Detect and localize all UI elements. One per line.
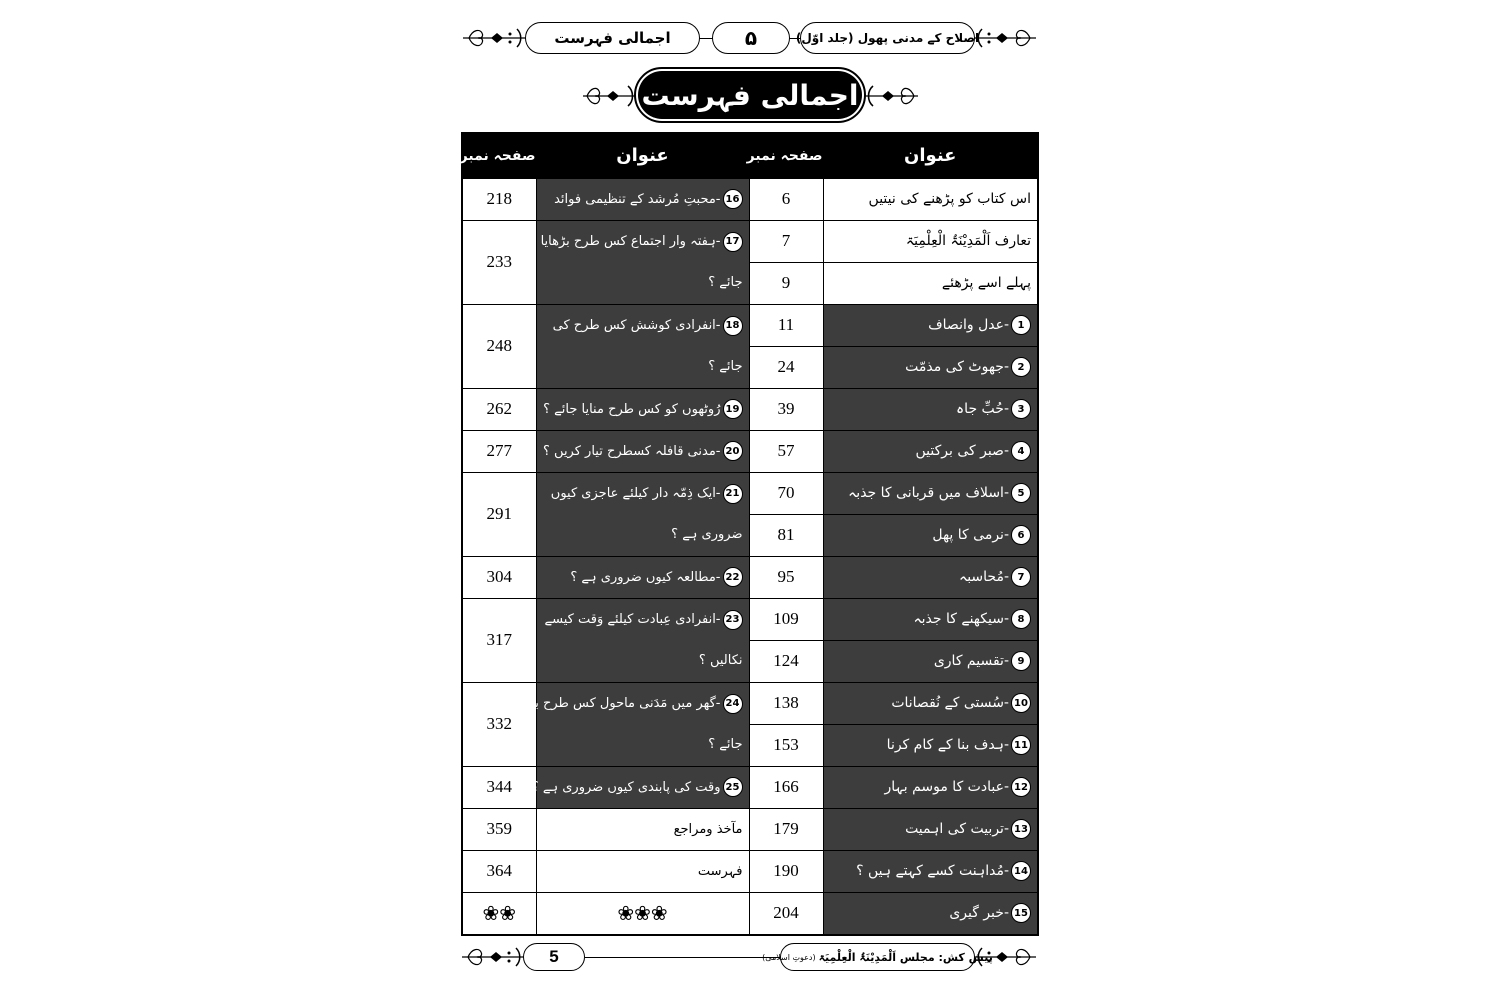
entry-number-badge: 23 [723,610,743,630]
footer-ornament-left [462,945,524,969]
toc-table [461,132,1039,936]
publisher-name: پیش کش: مجلس اَلْمَدِیْنَۃُ الْعِلْمِیَۃ [818,950,993,964]
entry-number-badge: 6 [1011,525,1031,545]
footer-rule [585,957,780,958]
table-row [462,808,1038,850]
running-section-title: اجمالی فہرست [525,22,700,54]
right-page-number: 24 [749,346,823,388]
entry-number-badge: 19 [723,399,743,419]
right-page-number: 9 [749,262,823,304]
left-entry [536,178,749,220]
left-page-number: 291 [462,472,536,556]
right-entry [823,892,1038,935]
entry-title: -اسلاف میں قربانی کا جذبہ [848,485,1009,501]
right-entry [823,304,1038,346]
entry-title: فہرست [697,863,743,879]
right-entry [823,262,1038,304]
right-page-number: 95 [749,556,823,598]
entry-number-badge: 24 [723,694,743,714]
entry-title: مآخذ ومراجع [673,821,743,837]
table-row [462,892,1038,935]
left-page-number: 233 [462,220,536,304]
right-page-number: 70 [749,472,823,514]
left-page-number: 344 [462,766,536,808]
header-title-right: عنوان [823,133,1038,178]
table-row [462,304,1038,346]
right-page-number: 138 [749,682,823,724]
left-entry [536,598,749,682]
entry-number-badge: 16 [723,189,743,209]
right-page-number: 81 [749,514,823,556]
table-row [462,682,1038,724]
left-entry [536,304,749,388]
entry-title: -مُداہنت کسے کہتے ہیں ؟ [856,863,1009,879]
running-page-number: ۵ [712,22,790,54]
left-page-number: 262 [462,388,536,430]
left-entry [536,220,749,304]
table-row [462,598,1038,640]
end-flower-marks-title-col: ❀❀❀ [536,892,749,935]
entry-title: -تقسیم کاری [933,653,1009,669]
right-entry [823,430,1038,472]
right-page-number: 204 [749,892,823,935]
entry-number-badge: 13 [1011,819,1031,839]
right-entry [823,346,1038,388]
right-entry [823,514,1038,556]
right-page-number: 153 [749,724,823,766]
right-entry [823,850,1038,892]
entry-title-continued: جائے ؟ [708,359,743,374]
right-entry [823,766,1038,808]
table-row [462,472,1038,514]
entry-number-badge: 2 [1011,357,1031,377]
entry-title: -مُحاسبہ [958,569,1009,585]
entry-title-continued: جائے ؟ [708,275,743,290]
right-entry [823,472,1038,514]
title-ornament-left [583,83,637,109]
entry-number-badge: 14 [1011,861,1031,881]
table-row [462,178,1038,220]
entry-number-badge: 18 [723,316,743,336]
publisher-subtitle: (دعوتِ اسلامی) [762,952,816,962]
entry-number-badge: 15 [1011,903,1031,923]
footer-publisher [762,943,993,971]
entry-title: -حُبِّ جاہ [955,401,1009,417]
entry-title: -مطالعہ کیوں ضروری ہے ؟ [570,569,721,585]
entry-number-badge: 22 [723,567,743,587]
right-entry [823,598,1038,640]
entry-title: تعارف اَلْمَدِیْنَۃُ الْعِلْمِیَۃ [905,233,1031,249]
right-entry [823,556,1038,598]
right-entry [823,682,1038,724]
entry-number-badge: 1 [1011,315,1031,335]
entry-title: -گھر میں مَدَنی ماحول کس طرح بنایا [519,696,721,711]
right-page-number: 7 [749,220,823,262]
running-book-title: اصلاح کے مدنی پھول (جلد اوّل) [800,22,975,54]
right-entry [823,724,1038,766]
entry-title: رُوٹھوں کو کس طرح منایا جائے ؟ [543,401,721,417]
entry-number-badge: 3 [1011,399,1031,419]
entry-title: اس کتاب کو پڑھنے کی نیتیں [868,191,1031,207]
entry-title: -سُستی کے نُقصانات [891,695,1009,711]
right-entry [823,808,1038,850]
left-page-number: 248 [462,304,536,388]
title-banner [634,67,866,123]
entry-title-continued: جائے ؟ [708,737,743,752]
entry-title: -محبتِ مُرشد کے تنظیمی فوائد [554,191,721,207]
entry-title: -ایک ذِمّہ دار کیلئے عاجزی کیوں [550,486,721,501]
right-page-number: 39 [749,388,823,430]
entry-number-badge: 9 [1011,651,1031,671]
right-entry [823,220,1038,262]
toc-header-row [462,133,1038,178]
right-page-number: 109 [749,598,823,640]
entry-number-badge: 4 [1011,441,1031,461]
table-row [462,430,1038,472]
left-page-number: 364 [462,850,536,892]
entry-number-badge: 25 [723,777,743,797]
entry-title-continued: ضروری ہے ؟ [671,527,743,542]
left-page-number: 359 [462,808,536,850]
left-entry [519,682,749,766]
left-page-number: 304 [462,556,536,598]
right-entry [823,388,1038,430]
header-page-right: صفحہ نمبر [749,133,823,178]
entry-title: -جھوٹ کی مذمّت [905,359,1009,375]
end-flower-marks-page-col: ❀❀ [462,892,536,935]
right-page-number: 6 [749,178,823,220]
entry-title: -ہدف بنا کے کام کرنا [886,737,1009,753]
right-entry [823,640,1038,682]
right-page-number: 11 [749,304,823,346]
table-row [462,556,1038,598]
left-entry [536,556,749,598]
table-row [462,766,1038,808]
entry-title: -انفرادی کوشش کس طرح کی [552,318,721,333]
header-page-left: صفحہ نمبر [462,133,536,178]
right-page-number: 179 [749,808,823,850]
entry-title: -مدنی قافلہ کسطرح تیار کریں ؟ [543,443,721,459]
entry-number-badge: 21 [723,484,743,504]
entry-number-badge: 11 [1011,735,1031,755]
entry-number-badge: 7 [1011,567,1031,587]
left-page-number: 277 [462,430,536,472]
entry-title: -خبر گیری [949,905,1009,921]
left-entry [531,766,749,808]
entry-title: -نرمی کا پھل [932,527,1009,543]
left-page-number: 218 [462,178,536,220]
header-title-left: عنوان [536,133,749,178]
entry-title: پہلے اسے پڑھئے [941,275,1031,291]
entry-title: -صبر کی برکتیں [915,443,1009,459]
entry-title: -تربیت کی اہمیت [905,821,1009,837]
footer-page-number: 5 [523,943,585,971]
entry-title: -عدل وانصاف [928,317,1009,333]
left-page-number: 317 [462,598,536,682]
entry-number-badge: 5 [1011,483,1031,503]
entry-title-continued: نکالیں ؟ [698,653,743,668]
entry-title: -انفرادی عِبادت کیلئے وَقت کیسے [544,612,721,627]
title-ornament-right [864,83,918,109]
left-entry [536,430,749,472]
entry-number-badge: 12 [1011,777,1031,797]
header-ornament-right [974,26,1036,50]
entry-title: -عبادت کا موسم بہار [884,779,1009,795]
right-entry [823,178,1038,220]
right-page-number: 166 [749,766,823,808]
entry-title: -سیکھنے کا جذبہ [913,611,1009,627]
left-entry [536,808,749,850]
entry-number-badge: 20 [723,441,743,461]
entry-title: وقت کی پابندی کیوں ضروری ہے ؟ [531,779,721,795]
left-entry [536,472,749,556]
right-page-number: 124 [749,640,823,682]
right-page-number: 190 [749,850,823,892]
entry-number-badge: 10 [1011,693,1031,713]
entry-number-badge: 17 [723,232,743,252]
left-entry [536,850,749,892]
page-title: اجمالی فہرست [638,71,862,119]
entry-title: -ہفتہ وار اجتماع کس طرح بڑھایا [540,234,721,249]
right-page-number: 57 [749,430,823,472]
table-row [462,850,1038,892]
header-ornament-left [463,26,525,50]
table-row [462,220,1038,262]
entry-number-badge: 8 [1011,609,1031,629]
left-page-number: 332 [462,682,536,766]
table-row [462,388,1038,430]
left-entry [536,388,749,430]
